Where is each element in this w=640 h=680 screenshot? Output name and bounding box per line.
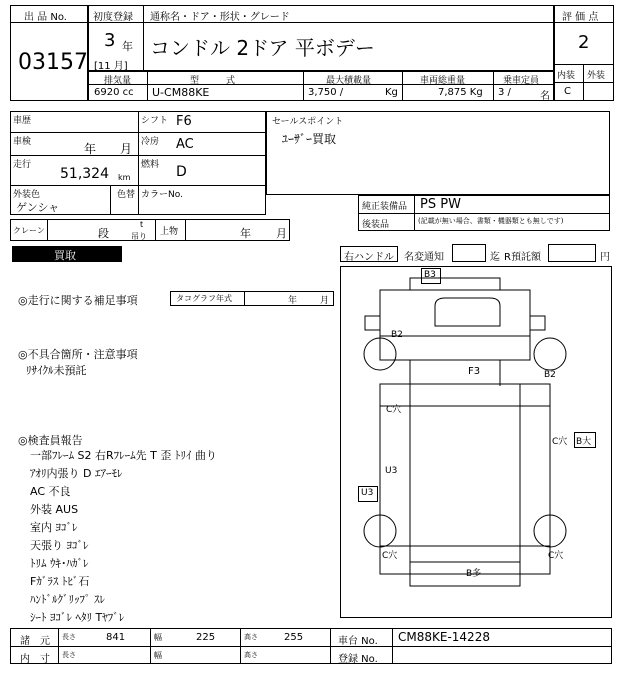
until-label: 迄: [490, 252, 500, 263]
fuel-value: D: [176, 164, 187, 180]
mirror-left-icon: [365, 316, 380, 330]
mark-u3-outer: U3: [361, 488, 374, 498]
height-label: 高さ: [244, 633, 258, 641]
lot-label: 出 品 No.: [24, 12, 67, 23]
length-label: 長さ: [62, 633, 76, 641]
capacity-label: 乗車定員: [503, 76, 540, 86]
tachograph-month: 月: [320, 296, 330, 306]
history-label: 車歴: [13, 116, 32, 126]
length-label-2: 長さ: [62, 651, 76, 659]
mark-b-large: B大: [576, 437, 592, 447]
inspector-line: ｼｰﾄ ﾖｺﾞﾚ ﾍﾀﾘ Tﾔﾌﾞﾚ: [30, 611, 125, 624]
car-name: コンドル 2ドア 平ボデー: [150, 36, 375, 60]
right-handle-label: 右ハンドル: [344, 252, 394, 263]
inspection-label: 車検: [13, 137, 32, 147]
running-notes-title: ◎走行に関する補足事項: [18, 294, 138, 307]
height-value: 255: [284, 632, 304, 643]
first-reg-month: [11 月]: [94, 61, 128, 72]
mark-b2-left: B2: [391, 330, 403, 340]
sales-point-label: セールスポイント: [272, 117, 344, 127]
crane-tsuri: 吊り: [131, 232, 147, 241]
height-label-2: 高さ: [244, 651, 258, 659]
color-label: 外装色: [13, 190, 41, 200]
length-value: 841: [106, 632, 126, 643]
mileage-unit: km: [118, 173, 131, 182]
equipment-value: PS PW: [420, 197, 461, 212]
recycle-label: R預託額: [504, 252, 541, 263]
gvw-label: 車両総重量: [420, 76, 466, 86]
inspector-line: ｱｵﾘ内張り D ｴｱｰﾓﾚ: [30, 467, 123, 480]
mark-c-hole-rear-right: C穴: [548, 551, 564, 561]
windshield: [435, 298, 500, 326]
inspector-line: 天張り ﾖｺﾞﾚ: [30, 539, 89, 552]
aftermarket-note: (記載が無い場合、書類・機器類とも無しです): [418, 217, 564, 225]
inspector-line: 外装 AUS: [30, 503, 79, 516]
uemono-year: 年: [240, 227, 251, 240]
mark-c-hole-right: C穴: [552, 437, 568, 447]
inspection-month: 月: [120, 142, 133, 156]
tachograph-label: タコグラフ年式: [176, 294, 232, 303]
equipment-label: 純正装備品: [362, 202, 408, 212]
inspector-line: 室内 ﾖｺﾞﾚ: [30, 521, 78, 534]
crane-label: クレーン: [13, 226, 45, 235]
color-value: ゲンシャ: [16, 201, 60, 214]
inspector-line: 一部ﾌﾚｰﾑ S2 右Rﾌﾚｰﾑ先 T 歪 ﾄﾘｲ 曲り: [30, 449, 217, 462]
shift-label: シフト: [141, 116, 169, 126]
chassis-label: 車台 No.: [338, 636, 378, 647]
fuel-label: 燃料: [141, 160, 160, 170]
mileage-value: 51,324: [60, 166, 109, 182]
first-reg-year-unit: 年: [122, 40, 133, 53]
wheel-front-right: [534, 338, 566, 370]
mirror-right-icon: [530, 316, 545, 330]
width-label: 幅: [154, 633, 162, 642]
mark-b-many: B多: [466, 569, 482, 579]
mark-c-hole-left: C穴: [386, 405, 402, 415]
first-reg-label: 初度登録: [93, 12, 133, 23]
cab-outline: [380, 290, 530, 360]
capacity-unit: 名: [540, 91, 550, 102]
inspector-line: ﾊﾝﾄﾞﾙｸﾞﾘｯﾌﾟ ｽﾚ: [30, 593, 105, 606]
aftermarket-label: 後装品: [362, 220, 390, 230]
chassis-value: CM88KE-14228: [398, 630, 490, 644]
exterior-grade: C: [564, 86, 571, 97]
crane-t: t: [140, 220, 144, 229]
registration-label: 登録 No.: [338, 654, 378, 665]
inspector-line: ﾄﾘﾑ ｳｷ･ﾊｶﾞﾚ: [30, 557, 89, 570]
mark-u3-inner: U3: [385, 466, 398, 476]
defect-line: ﾘｻｲｸﾙ未預託: [26, 364, 87, 377]
mark-b2-right: B2: [544, 370, 556, 380]
model-value: U-CM88KE: [152, 86, 210, 99]
sales-point-value: ﾕｰｻﾞｰ買取: [282, 132, 337, 146]
first-reg-year: 3: [104, 30, 116, 51]
width-label-2: 幅: [154, 651, 162, 660]
name-change-label: 名変通知: [404, 252, 444, 263]
rating-value: 2: [578, 32, 590, 53]
rating-label: 評 価 点: [562, 12, 599, 23]
inspector-title: ◎検査員報告: [18, 434, 83, 447]
displacement-value: 6920 cc: [94, 87, 134, 98]
color-change-label: 色替: [117, 190, 136, 200]
max-load-unit: Kg: [385, 87, 398, 98]
defect-notes-title: ◎不具合箇所・注意事項: [18, 348, 138, 361]
recycle-field: [548, 244, 596, 262]
mark-b3: B3: [424, 270, 436, 280]
mark-f3: F3: [468, 366, 481, 377]
gvw-value: 7,875 Kg: [438, 87, 483, 98]
shift-value: F6: [176, 114, 192, 129]
lot-number: 03157: [18, 50, 88, 75]
color-no-label: カラーNo.: [141, 190, 183, 200]
uemono-label: 上物: [160, 227, 179, 237]
exterior-label: 外装: [587, 71, 606, 81]
recycle-unit: 円: [600, 252, 610, 263]
mark-c-hole-rear-left: C穴: [382, 551, 398, 561]
inspector-line: Fｶﾞﾗｽ ﾄﾋﾞ石: [30, 575, 90, 588]
uemono-month: 月: [276, 227, 287, 240]
max-load-value: 3,750 /: [308, 87, 344, 98]
inspector-line: AC 不良: [30, 485, 71, 498]
capacity-value: 3 /: [498, 87, 511, 98]
mileage-label: 走行: [13, 160, 32, 170]
model-label: 型 式: [190, 76, 236, 86]
ac-value: AC: [176, 137, 194, 152]
width-value: 225: [196, 632, 216, 643]
tachograph-year: 年: [288, 296, 298, 306]
dims-label: 諸 元: [20, 636, 50, 647]
grade-label: 通称名・ドア・形状・グレード: [150, 12, 290, 23]
inspection-year: 年: [84, 142, 97, 156]
ac-label: 冷房: [141, 137, 160, 147]
name-change-field: [452, 244, 486, 262]
interior-dims-label: 内 寸: [20, 654, 50, 665]
crane-dan: 段: [98, 227, 109, 240]
purchase-label: 買取: [54, 249, 76, 262]
max-load-label: 最大積載量: [326, 76, 372, 86]
interior-label: 内装: [557, 71, 576, 81]
displacement-label: 排気量: [104, 76, 132, 86]
